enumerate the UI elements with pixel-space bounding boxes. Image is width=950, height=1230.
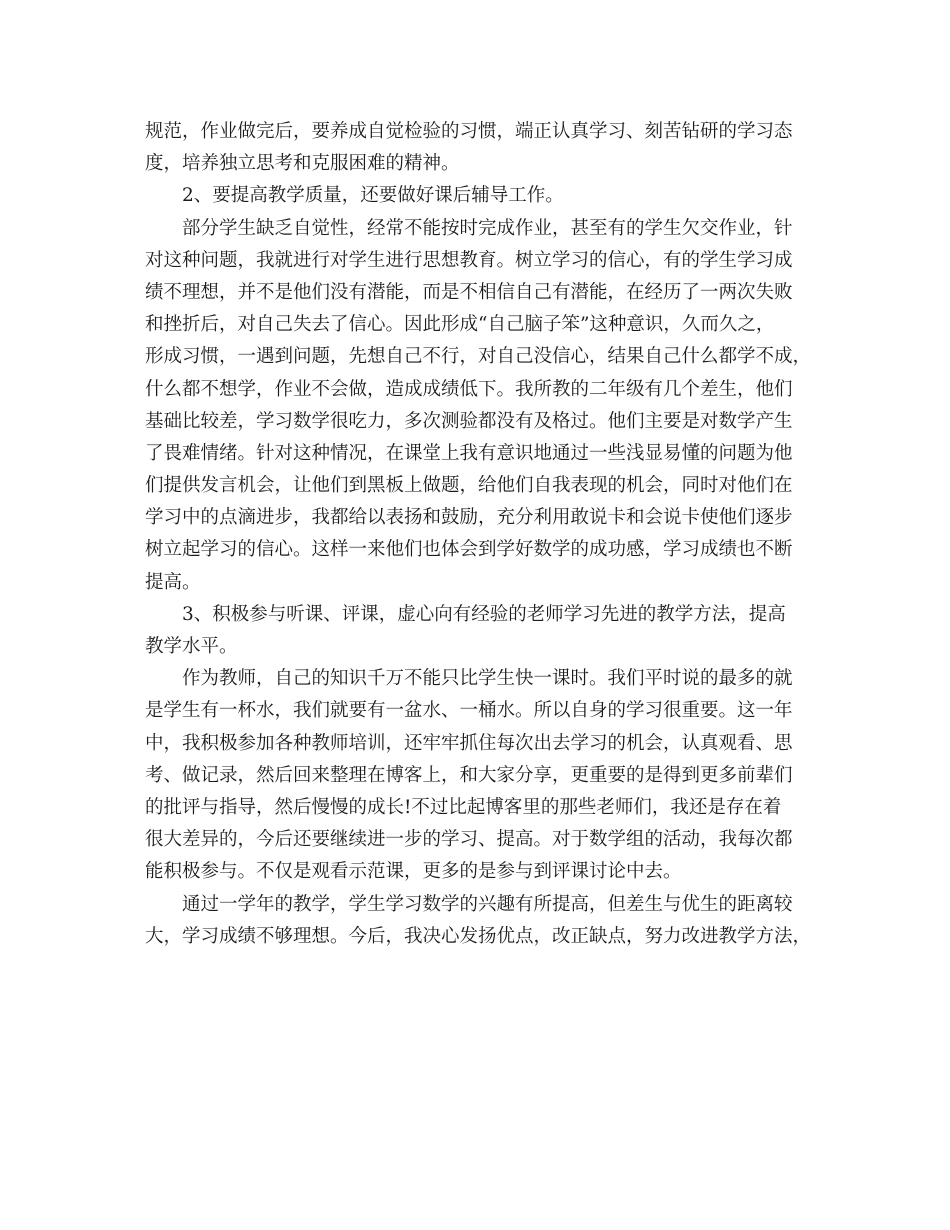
text-line: 规范，作业做完后，要养成自觉检验的习惯，端正认真学习、刻苦钻研的学习态	[145, 121, 793, 142]
text-line: 学习中的点滴进步，我都给以表扬和鼓励，充分利用敢说卡和会说卡使他们逐步	[145, 507, 793, 529]
text-line: 形成习惯，一遇到问题，先想自己不行，对自己没信心，结果自己什么都学不成，	[145, 346, 812, 368]
text-line: 度，培养独立思考和克服困难的精神。	[145, 153, 460, 175]
text-line: 能积极参与。不仅是观看示范课，更多的是参与到评课讨论中去。	[145, 861, 682, 883]
text-line: 们提供发言机会，让他们到黑板上做题，给他们自我表现的机会，同时对他们在	[145, 475, 793, 497]
text-line: 大，学习成绩不够理想。今后，我决心发扬优点，改正缺点，努力改进教学方法，	[145, 925, 812, 947]
text-line: 教学水平。	[145, 636, 238, 657]
paragraph-first-line: 作为教师，自己的知识千万不能只比学生快一课时。我们平时说的最多的就	[182, 668, 793, 690]
paragraph-first-line: 3、积极参与听课、评课，虚心向有经验的老师学习先进的教学方法，提高	[182, 603, 786, 625]
text-line: 是学生有一杯水，我们就要有一盆水、一桶水。所以自身的学习很重要。这一年	[145, 700, 793, 722]
text-line: 对这种问题，我就进行对学生进行思想教育。树立学习的信心，有的学生学习成	[145, 249, 793, 271]
text-line: 基础比较差，学习数学很吃力，多次测验都没有及格过。他们主要是对数学产生	[145, 410, 793, 432]
text-line: 中，我积极参加各种教师培训，还牢牢抓住每次出去学习的机会，认真观看、思	[145, 732, 793, 754]
text-line: 树立起学习的信心。这样一来他们也体会到学好数学的成功感，学习成绩也不断	[145, 539, 793, 561]
paragraph-first-line: 部分学生缺乏自觉性，经常不能按时完成作业，甚至有的学生欠交作业，针	[182, 217, 793, 239]
paragraph-first-line: 2、要提高教学质量，还要做好课后辅导工作。	[182, 185, 564, 207]
text-line: 绩不理想，并不是他们没有潜能，而是不相信自己有潜能，在经历了一两次失败	[145, 281, 793, 303]
text-line: 的批评与指导，然后慢慢的成长!不过比起博客里的那些老师们，我还是存在着	[145, 796, 782, 818]
text-line: 了畏难情绪。针对这种情况，在课堂上我有意识地通过一些浅显易懂的问题为他	[145, 442, 793, 464]
text-line: 很大差异的，今后还要继续进一步的学习、提高。对于数学组的活动，我每次都	[145, 829, 793, 851]
paragraph-first-line: 通过一学年的教学，学生学习数学的兴趣有所提高，但差生与优生的距离较	[182, 893, 793, 915]
document-body	[145, 116, 815, 953]
text-line: 考、做记录，然后回来整理在博客上，和大家分享，更重要的是得到更多前辈们	[145, 764, 793, 786]
text-line: 提高。	[145, 571, 201, 593]
text-line: 和挫折后，对自己失去了信心。因此形成“自己脑子笨”这种意识，久而久之，	[145, 314, 775, 336]
text-line: 什么都不想学，作业不会做，造成成绩低下。我所教的二年级有几个差生，他们	[145, 378, 793, 400]
